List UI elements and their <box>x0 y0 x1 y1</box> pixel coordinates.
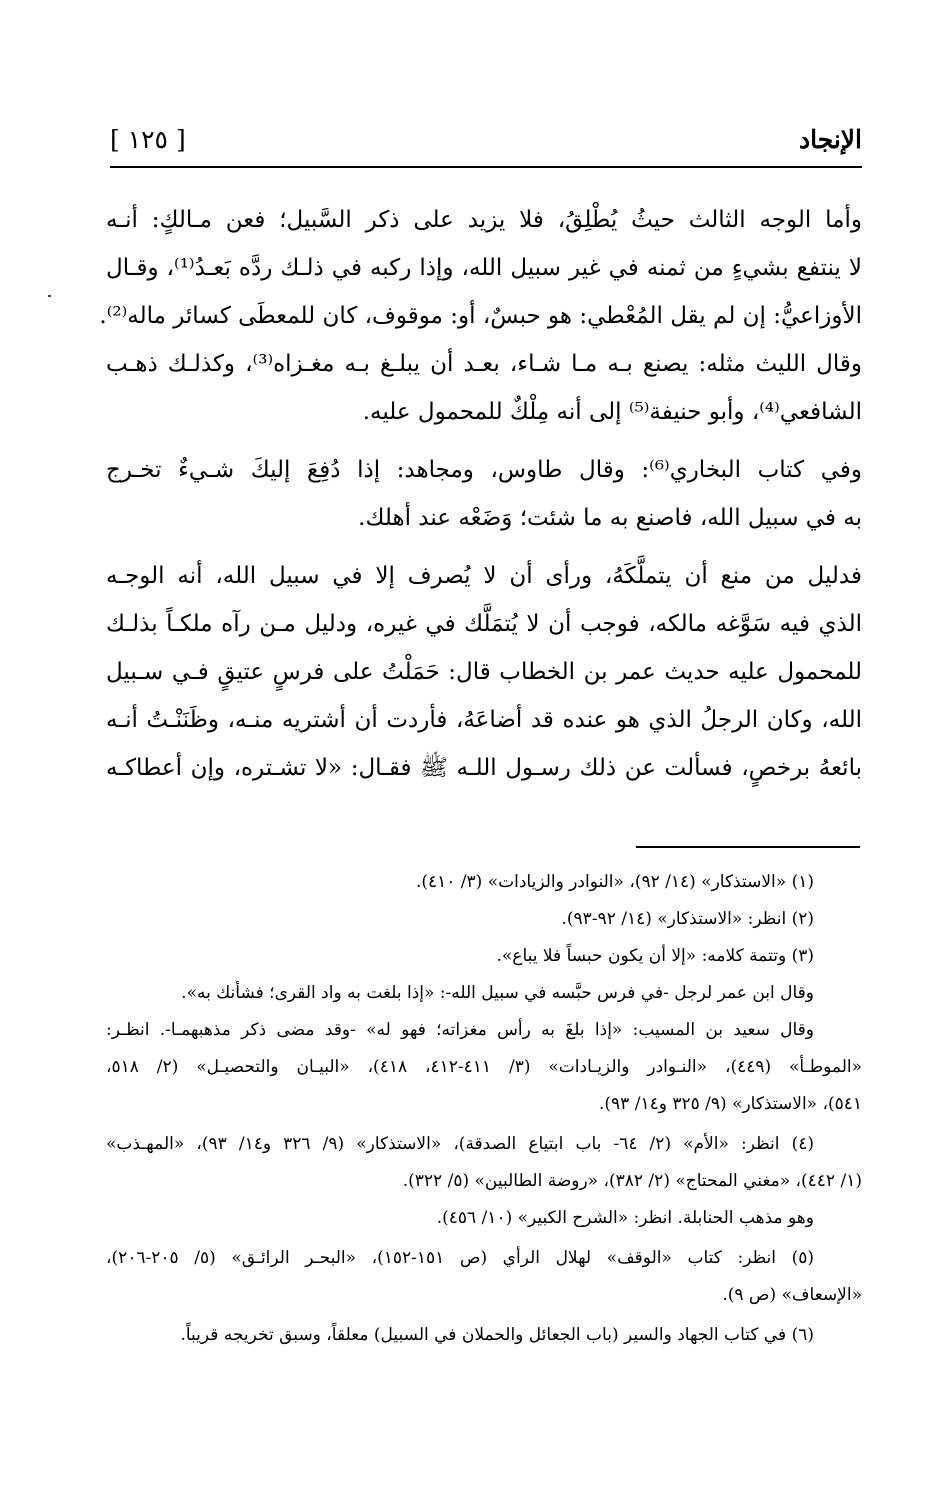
text-line: الذي فيه سَوَّغه مالكه، فوجب أن لا يُتمَلَّك في غيره، ودليل مـن رآه ملكـاً بذلـك <box>106 611 862 637</box>
text-line: الشافعي⁽⁴⁾، وأبو حنيفة⁽⁵⁾ إلى أنه مِلْكٌ للمحمول عليه. <box>362 399 862 425</box>
page-number: [ ١٢٥ ] <box>110 125 186 154</box>
footnote-line: (١/ ٤٤٢)، «مغني المحتاج» (٢/ ٣٨٢)، «روضة الطالبين» (٥/ ٣٢٢). <box>402 1171 862 1191</box>
footnote-line: وهو مذهب الحنابلة. انظر: «الشرح الكبير» (١٠/ ٤٥٦). <box>436 1208 814 1228</box>
text-line: وفي كتاب البخاري⁽⁶⁾: وقال طاوس، ومجاهد: إذا دُفِعَ إليكَ شـيءٌ تخـرج <box>106 457 862 483</box>
paragraph-3 <box>106 552 862 792</box>
paragraph-2 <box>106 446 862 542</box>
footnote-line: «الإسعاف» (ص ٩). <box>722 1285 862 1305</box>
paragraph-1 <box>99 196 863 436</box>
page-header <box>110 122 862 168</box>
footnote-line: وقال ابن عمر لرجل -في فرس حبَّسه في سبيل الله-: «إذا بلغت به واد القرى؛ فشأنك به». <box>181 983 814 1003</box>
text-line: به في سبيل الله، فاصنع به ما شئت؛ وَضَعْه عند أهلك. <box>358 505 862 531</box>
text-line: للمحمول عليه حديث عمر بن الخطاب قال: حَمَلْتُ على فرسٍ عتيقٍ فـي سـبيل <box>106 659 862 685</box>
text-line: وأما الوجه الثالث حيثُ يُطْلِقُ، فلا يزيد على ذكر السَّبيل؛ فعن مـالكٍ: أنـه <box>106 207 862 233</box>
footnote-line: وقال سعيد بن المسيب: «إذا بلغَ به رأس مغزاته؛ فهو له» -وقد مضى ذكر مذهبهمـا-. انظـر: <box>106 1020 814 1040</box>
text-line: فدليل من منع أن يتملَّكَهُ، ورأى أن لا يُصرف إلا في سبيل الله، أنه الوجـه <box>106 563 862 589</box>
text-line: بائعهُ برخصٍ، فسألت عن ذلك رسـول اللـه ﷺ فقـال: «لا تشـتره، وإن أعطاكـه <box>106 755 862 781</box>
footnotes <box>106 864 862 1354</box>
footnote-separator <box>636 846 860 848</box>
footnote-line: (٦) في كتاب الجهاد والسير (باب الجعائل والحملان في السبيل) معلقاً، وسبق تخريجه قريباً. <box>180 1325 814 1345</box>
text-line: الأوزاعيُّ: إن لم يقل المُعْطي: هو حبسٌ، أو: موقوف، كان للمعطَى كسائر ماله⁽²⁾. <box>99 303 862 329</box>
main-text <box>99 196 863 802</box>
footnote-line: (٤) انظر: «الأم» (٢/ ٦٤- باب ابتياع الصدقة)، «الاستذكار» (٩/ ٣٢٦ و١٤/ ٩٣)، «المهـذب» <box>106 1134 814 1154</box>
footnote-line: (٢) انظر: «الاستذكار» (١٤/ ٩٢-٩٣). <box>561 909 814 929</box>
margin-mark <box>48 295 51 297</box>
footnote-line: ٥٤١)، «الاستذكار» (٩/ ٣٢٥ و١٤/ ٩٣). <box>599 1094 862 1114</box>
running-title: الإنجاد <box>798 125 862 154</box>
footnote-line: «الموطـأ» (٤٤٩)، «النـوادر والزيـادات» (٣/ ٤١١-٤١٢، ٤١٨)، «البيـان والتحصيـل» (٢/ ٥١٨، <box>106 1057 863 1077</box>
footnote-line: (٣) وتتمة كلامه: «إلا أن يكون حبساً فلا يباع». <box>496 946 814 966</box>
footnote-line: (٥) انظر: كتاب «الوقف» لهلال الرأي (ص ١٥١-١٥٢)، «البحـر الرائـق» (٥/ ٢٠٥-٢٠٦)، <box>106 1248 814 1268</box>
text-line: لا ينتفع بشيءٍ من ثمنه في غير سبيل الله، وإذا ركبه في ذلـك ردَّه بَعـدُ⁽¹⁾، وقـال <box>106 255 862 281</box>
footnote-line: (١) «الاستذكار» (١٤/ ٩٢)، «النوادر والزيادات» (٣/ ٤١٠). <box>415 872 814 892</box>
text-line: الله، وكان الرجلُ الذي هو عنده قد أضاعَهُ، فأردت أن أشتريه منـه، وظَنَنْـتُ أنـه <box>106 707 862 733</box>
text-line: وقال الليث مثله: يصنع بـه مـا شـاء، بعـد أن يبلـغ بـه مغـزاه⁽³⁾، وكذلـك ذهـب <box>106 351 863 377</box>
